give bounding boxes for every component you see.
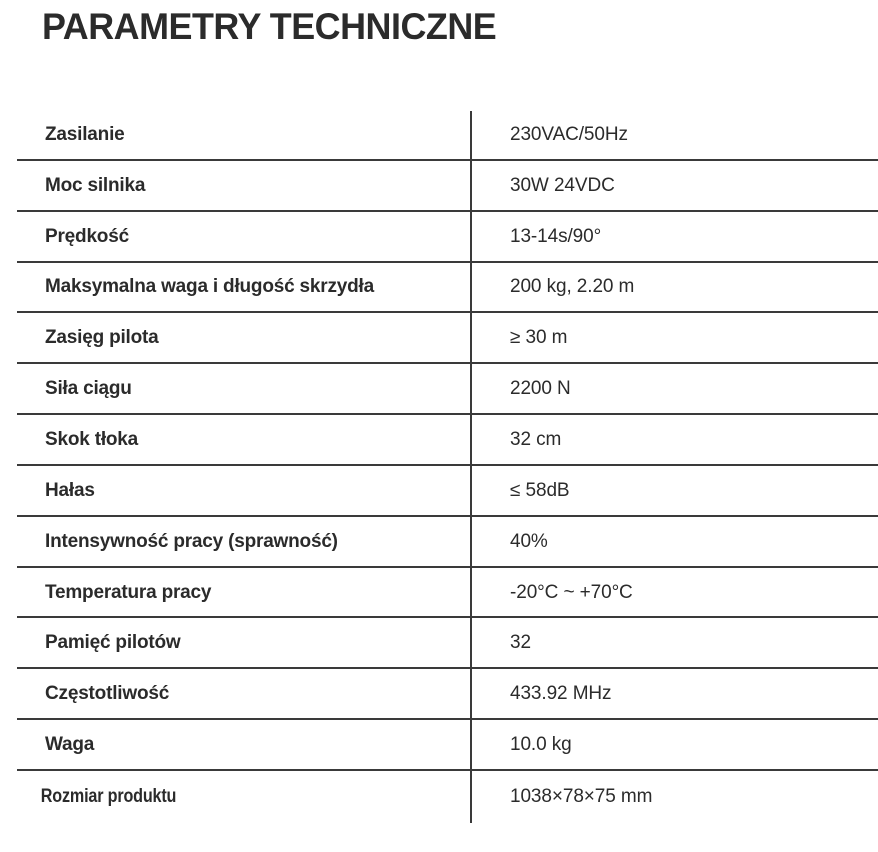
table-row: [17, 669, 878, 720]
spec-value: 2200 N: [510, 378, 571, 400]
spec-label: Zasięg pilota: [45, 327, 159, 349]
spec-label: Rozmiar produktu: [40, 785, 177, 807]
spec-label: Maksymalna waga i długość skrzydła: [45, 276, 375, 298]
table-row: [17, 364, 878, 415]
spec-label: Częstotliwość: [45, 683, 170, 705]
spec-value: 32 cm: [510, 428, 562, 450]
spec-label: Skok tłoka: [45, 428, 139, 450]
spec-table: [17, 110, 878, 822]
table-row: [17, 313, 878, 364]
spec-value: 30W 24VDC: [510, 174, 615, 196]
spec-value: ≥ 30 m: [510, 327, 568, 349]
table-row: [17, 110, 878, 161]
spec-label: Moc silnika: [45, 174, 146, 196]
spec-value: 230VAC/50Hz: [510, 123, 628, 145]
spec-value: 200 kg, 2.20 m: [510, 276, 635, 298]
page-title: PARAMETRY TECHNICZNE: [42, 6, 497, 47]
spec-label: Prędkość: [45, 225, 129, 247]
spec-value: 40%: [510, 530, 548, 552]
spec-label: Intensywność pracy (sprawność): [45, 530, 338, 552]
spec-label: Zasilanie: [45, 123, 125, 145]
table-row: [17, 466, 878, 517]
table-row: [17, 720, 878, 771]
spec-value: 10.0 kg: [510, 734, 572, 756]
spec-value: 1038×78×75 mm: [510, 785, 653, 807]
table-row: [17, 568, 878, 619]
spec-label: Waga: [45, 734, 95, 756]
table-row: [17, 161, 878, 212]
table-row: [17, 618, 878, 669]
table-row: [17, 771, 878, 822]
spec-value: 433.92 MHz: [510, 683, 612, 705]
spec-label: Temperatura pracy: [45, 581, 212, 603]
table-row: [17, 263, 878, 314]
spec-label: Pamięć pilotów: [45, 632, 181, 654]
table-row: [17, 415, 878, 466]
spec-value: ≤ 58dB: [510, 479, 570, 501]
table-row: [17, 212, 878, 263]
table-row: [17, 517, 878, 568]
spec-value: -20°C ~ +70°C: [510, 581, 633, 603]
spec-label: Hałas: [45, 479, 95, 501]
column-divider-line: [470, 111, 472, 823]
spec-value: 32: [510, 632, 531, 654]
spec-label: Siła ciągu: [45, 378, 132, 400]
spec-value: 13-14s/90°: [510, 225, 602, 247]
